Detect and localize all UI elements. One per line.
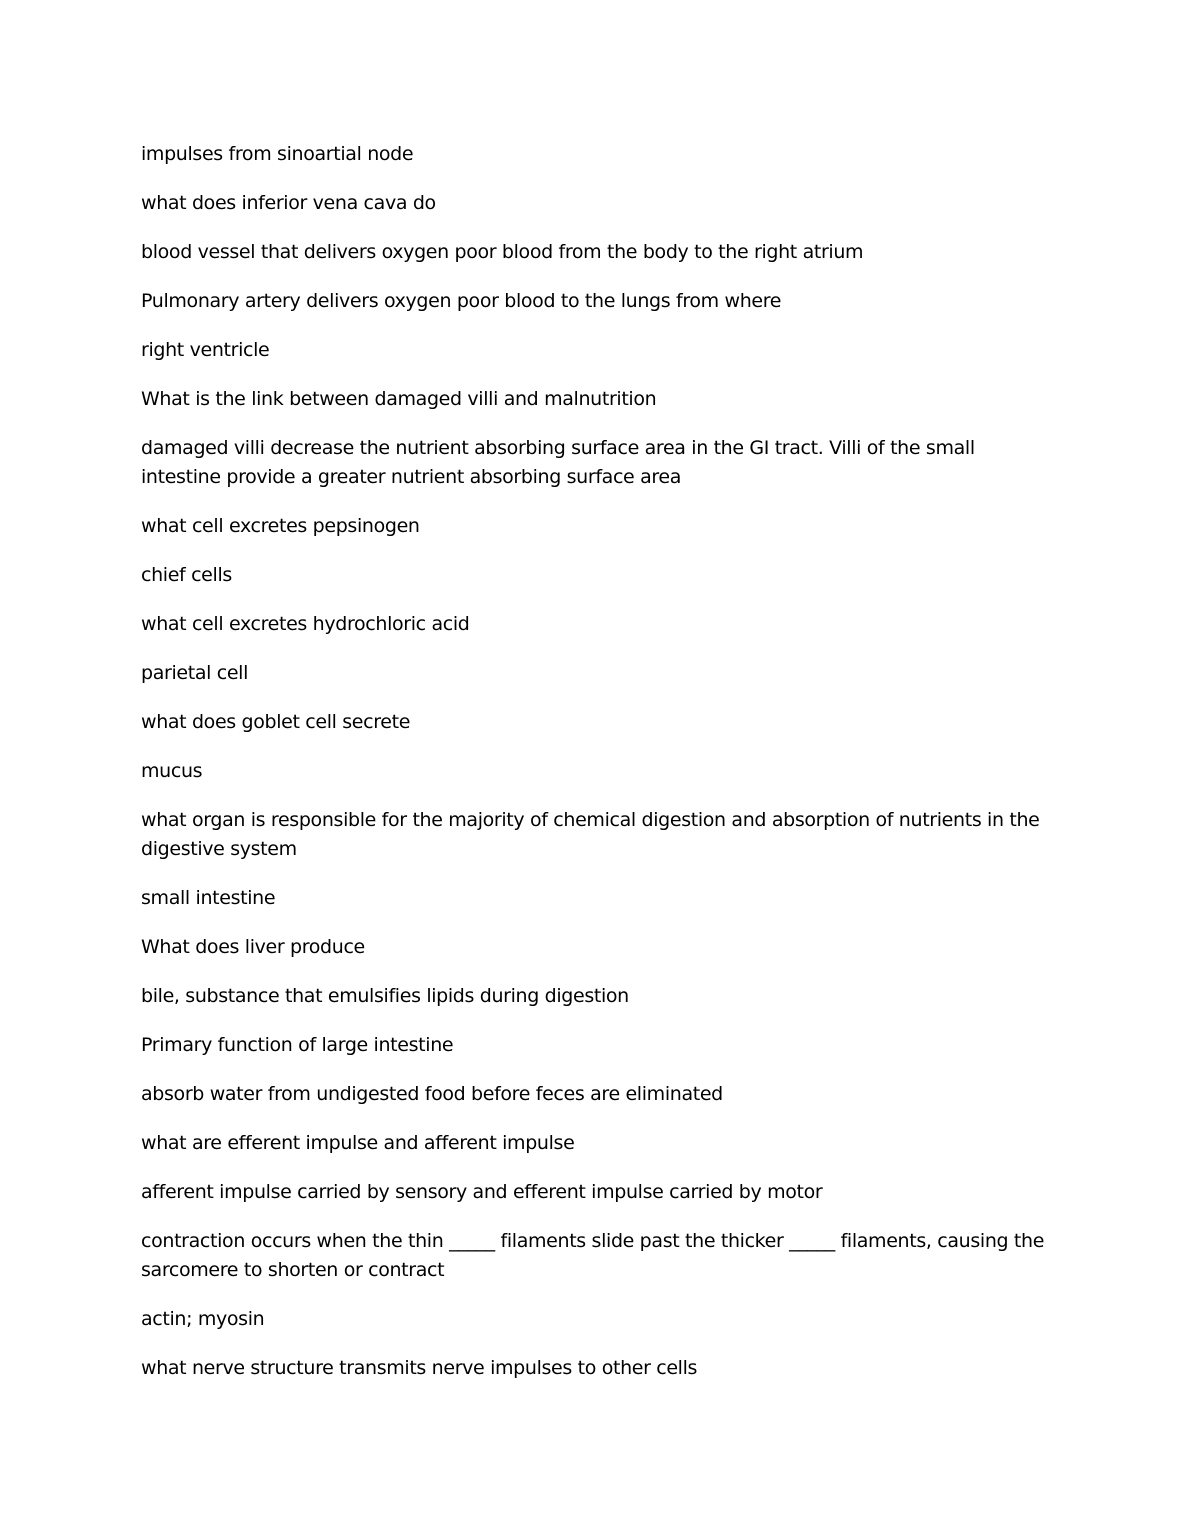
text-line: what nerve structure transmits nerve impulses to other cells xyxy=(141,1357,698,1379)
text-line: What is the link between damaged villi and malnutrition xyxy=(141,388,657,410)
text-line: What does liver produce xyxy=(141,936,365,958)
text-line: blood vessel that delivers oxygen poor blood from the body to the right atrium xyxy=(141,241,864,263)
text-line: impulses from sinoartial node xyxy=(141,143,414,165)
text-line: afferent impulse carried by sensory and efferent impulse carried by motor xyxy=(141,1181,823,1203)
document-body xyxy=(141,140,1051,1403)
text-line: mucus xyxy=(141,760,203,782)
text-line: parietal cell xyxy=(141,662,249,684)
text-line: contraction occurs when the thin _____ filaments slide past the thicker _____ filaments, causing the sarcomere to shorten or contract xyxy=(141,1230,1045,1281)
text-line: Primary function of large intestine xyxy=(141,1034,454,1056)
text-line: bile, substance that emulsifies lipids during digestion xyxy=(141,985,629,1007)
text-line: what are efferent impulse and afferent impulse xyxy=(141,1132,575,1154)
text-line: what cell excretes pepsinogen xyxy=(141,515,420,537)
text-line: actin; myosin xyxy=(141,1308,265,1330)
text-line: absorb water from undigested food before feces are eliminated xyxy=(141,1083,723,1105)
text-line: what does goblet cell secrete xyxy=(141,711,411,733)
text-line: Pulmonary artery delivers oxygen poor blood to the lungs from where xyxy=(141,290,782,312)
text-line: what cell excretes hydrochloric acid xyxy=(141,613,470,635)
text-line: what does inferior vena cava do xyxy=(141,192,436,214)
text-line: damaged villi decrease the nutrient absorbing surface area in the GI tract. Villi of the small intestine provide a greater nutrient absorbing surface area xyxy=(141,437,975,488)
text-line: chief cells xyxy=(141,564,232,586)
text-line: right ventricle xyxy=(141,339,270,361)
text-line: what organ is responsible for the majority of chemical digestion and absorption of nutrients in the digestive system xyxy=(141,809,1040,860)
text-line: small intestine xyxy=(141,887,276,909)
